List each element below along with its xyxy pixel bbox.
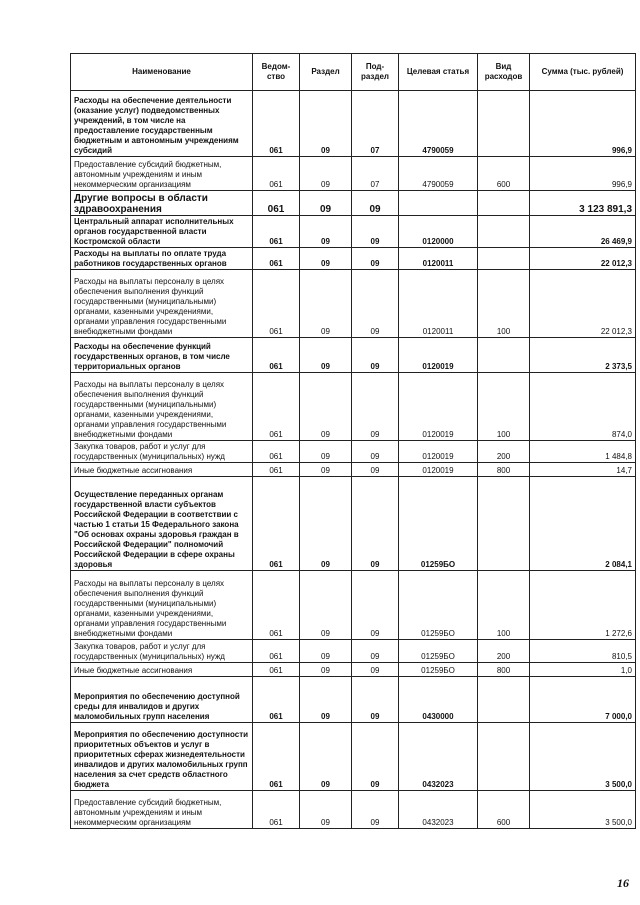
cell-subsection: 09: [352, 791, 399, 829]
budget-table-container: [70, 53, 635, 829]
header-subsection: Под-раздел: [352, 54, 399, 91]
cell-name: Иные бюджетные ассигнования: [71, 663, 253, 677]
cell-target: 01259БО: [399, 663, 478, 677]
cell-section: 09: [300, 373, 352, 441]
cell-type: [478, 216, 530, 248]
cell-name: Расходы на выплаты персоналу в целях обеспечения выполнения функций государственными (муниципальными) органами, казенными учреждениями, органами управления государственными внебюджетными фондами: [71, 571, 253, 640]
cell-section: 09: [300, 191, 352, 216]
cell-type: 200: [478, 441, 530, 463]
table-body: [71, 91, 636, 829]
cell-name: Мероприятия по обеспечению доступной среды для инвалидов и других маломобильных групп населения: [71, 677, 253, 723]
cell-subsection: 09: [352, 441, 399, 463]
cell-type: [478, 91, 530, 157]
cell-dept: 061: [253, 91, 300, 157]
cell-amount: 2 373,5: [530, 338, 636, 373]
table-row: [71, 373, 636, 441]
cell-subsection: 09: [352, 677, 399, 723]
budget-table: [70, 53, 636, 829]
cell-subsection: 07: [352, 157, 399, 191]
cell-section: 09: [300, 216, 352, 248]
cell-type: 100: [478, 571, 530, 640]
page-number: 16: [617, 876, 629, 890]
cell-target: 0120019: [399, 441, 478, 463]
cell-dept: 061: [253, 373, 300, 441]
table-row: [71, 571, 636, 640]
cell-subsection: 09: [352, 723, 399, 791]
cell-section: 09: [300, 463, 352, 477]
cell-section: 09: [300, 571, 352, 640]
cell-dept: 061: [253, 338, 300, 373]
cell-amount: 1 484,8: [530, 441, 636, 463]
cell-section: 09: [300, 270, 352, 338]
cell-name: Расходы на выплаты персоналу в целях обеспечения выполнения функций государственными (муниципальными) органами, казенными учреждениями, органами управления государственными внебюджетными фондами: [71, 373, 253, 441]
cell-subsection: 09: [352, 463, 399, 477]
table-row: [71, 677, 636, 723]
cell-dept: 061: [253, 191, 300, 216]
cell-type: 100: [478, 270, 530, 338]
cell-amount: 996,9: [530, 157, 636, 191]
cell-dept: 061: [253, 791, 300, 829]
cell-type: [478, 248, 530, 270]
cell-section: 09: [300, 91, 352, 157]
cell-name: Центральный аппарат исполнительных органов государственной власти Костромской области: [71, 216, 253, 248]
cell-type: 600: [478, 791, 530, 829]
cell-target: 0120019: [399, 373, 478, 441]
cell-type: 100: [478, 373, 530, 441]
header-amount: Сумма (тыс. рублей): [530, 54, 636, 91]
table-row: [71, 216, 636, 248]
cell-section: 09: [300, 477, 352, 571]
cell-section: 09: [300, 677, 352, 723]
cell-name: Мероприятия по обеспечению доступности приоритетных объектов и услуг в приоритетных сферах жизнедеятельности инвалидов и других маломобильных групп населения за счет средств областного бюджета: [71, 723, 253, 791]
table-row: [71, 91, 636, 157]
cell-target: 0120019: [399, 338, 478, 373]
table-row: [71, 463, 636, 477]
cell-name: Расходы на обеспечение деятельности (оказание услуг) подведомственных учреждений, в том числе на предоставление государственным бюджетным и автономным учреждениям субсидий: [71, 91, 253, 157]
cell-subsection: 09: [352, 216, 399, 248]
cell-name: Иные бюджетные ассигнования: [71, 463, 253, 477]
cell-name: Расходы на выплаты персоналу в целях обеспечения выполнения функций государственными (муниципальными) органами, казенными учреждениями, органами управления государственными внебюджетными фондами: [71, 270, 253, 338]
cell-amount: 1 272,6: [530, 571, 636, 640]
cell-amount: 810,5: [530, 640, 636, 663]
cell-target: 0120011: [399, 270, 478, 338]
cell-amount: 996,9: [530, 91, 636, 157]
header-expense-type: Вид расходов: [478, 54, 530, 91]
cell-subsection: 09: [352, 477, 399, 571]
cell-amount: 22 012,3: [530, 270, 636, 338]
cell-amount: 874,0: [530, 373, 636, 441]
cell-type: [478, 338, 530, 373]
cell-name: Предоставление субсидий бюджетным, автономным учреждениям и иным некоммерческим организациям: [71, 157, 253, 191]
table-row: [71, 663, 636, 677]
header-name: Наименование: [71, 54, 253, 91]
cell-target: 01259БО: [399, 477, 478, 571]
cell-dept: 061: [253, 157, 300, 191]
cell-target: [399, 191, 478, 216]
cell-target: 4790059: [399, 157, 478, 191]
cell-dept: 061: [253, 270, 300, 338]
cell-target: 0120000: [399, 216, 478, 248]
cell-amount: 22 012,3: [530, 248, 636, 270]
cell-amount: 26 469,9: [530, 216, 636, 248]
cell-dept: 061: [253, 571, 300, 640]
cell-name: Расходы на выплаты по оплате труда работников государственных органов: [71, 248, 253, 270]
table-header-row: [71, 54, 636, 91]
cell-dept: 061: [253, 463, 300, 477]
cell-subsection: 09: [352, 191, 399, 216]
cell-subsection: 09: [352, 338, 399, 373]
table-row: [71, 270, 636, 338]
cell-name: Расходы на обеспечение функций государственных органов, в том числе территориальных органов: [71, 338, 253, 373]
table-row: [71, 723, 636, 791]
cell-dept: 061: [253, 216, 300, 248]
table-row: [71, 640, 636, 663]
cell-dept: 061: [253, 663, 300, 677]
cell-name: Закупка товаров, работ и услуг для государственных (муниципальных) нужд: [71, 441, 253, 463]
cell-dept: 061: [253, 723, 300, 791]
cell-name: Осуществление переданных органам государственной власти субъектов Российской Федерации в соответствии с частью 1 статьи 15 Федерального закона "Об основах охраны здоровья граждан в Российской Федерации" полномочий Российской Федерации в сфере охраны здоровья: [71, 477, 253, 571]
cell-target: 01259БО: [399, 640, 478, 663]
table-row: [71, 191, 636, 216]
cell-amount: 7 000,0: [530, 677, 636, 723]
table-row: [71, 248, 636, 270]
cell-section: 09: [300, 157, 352, 191]
table-row: [71, 441, 636, 463]
cell-dept: 061: [253, 677, 300, 723]
cell-target: 0120011: [399, 248, 478, 270]
cell-type: [478, 723, 530, 791]
cell-section: 09: [300, 248, 352, 270]
cell-subsection: 09: [352, 373, 399, 441]
cell-section: 09: [300, 723, 352, 791]
table-row: [71, 791, 636, 829]
cell-subsection: 07: [352, 91, 399, 157]
cell-target: 0120019: [399, 463, 478, 477]
cell-dept: 061: [253, 477, 300, 571]
table-row: [71, 338, 636, 373]
cell-section: 09: [300, 663, 352, 677]
cell-section: 09: [300, 791, 352, 829]
cell-subsection: 09: [352, 571, 399, 640]
cell-subsection: 09: [352, 663, 399, 677]
cell-amount: 3 500,0: [530, 723, 636, 791]
cell-section: 09: [300, 441, 352, 463]
cell-subsection: 09: [352, 248, 399, 270]
header-section: Раздел: [300, 54, 352, 91]
cell-name: Предоставление субсидий бюджетным, автономным учреждениям и иным некоммерческим организациям: [71, 791, 253, 829]
cell-amount: 3 123 891,3: [530, 191, 636, 216]
cell-target: 0430000: [399, 677, 478, 723]
table-row: [71, 157, 636, 191]
cell-target: 0432023: [399, 791, 478, 829]
cell-target: 01259БО: [399, 571, 478, 640]
cell-type: [478, 477, 530, 571]
cell-type: 800: [478, 463, 530, 477]
cell-dept: 061: [253, 441, 300, 463]
cell-type: 800: [478, 663, 530, 677]
header-target: Целевая статья: [399, 54, 478, 91]
cell-amount: 3 500,0: [530, 791, 636, 829]
cell-type: [478, 677, 530, 723]
cell-amount: 1,0: [530, 663, 636, 677]
cell-subsection: 09: [352, 270, 399, 338]
cell-target: 0432023: [399, 723, 478, 791]
table-row: [71, 477, 636, 571]
cell-target: 4790059: [399, 91, 478, 157]
cell-type: 200: [478, 640, 530, 663]
header-dept: Ведом-ство: [253, 54, 300, 91]
cell-dept: 061: [253, 248, 300, 270]
cell-amount: 2 084,1: [530, 477, 636, 571]
cell-section: 09: [300, 640, 352, 663]
cell-amount: 14,7: [530, 463, 636, 477]
cell-type: [478, 191, 530, 216]
cell-name: Другие вопросы в области здравоохранения: [71, 191, 253, 216]
cell-section: 09: [300, 338, 352, 373]
cell-type: 600: [478, 157, 530, 191]
cell-dept: 061: [253, 640, 300, 663]
cell-name: Закупка товаров, работ и услуг для государственных (муниципальных) нужд: [71, 640, 253, 663]
cell-subsection: 09: [352, 640, 399, 663]
